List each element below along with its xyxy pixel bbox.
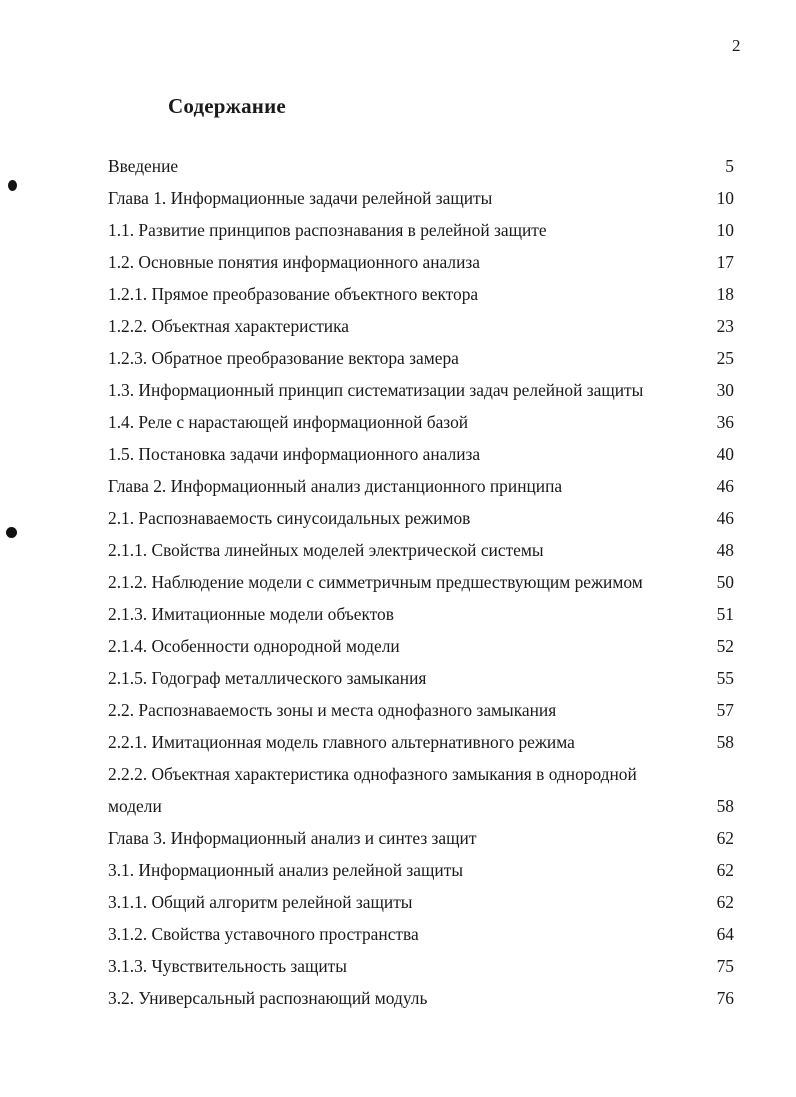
toc-entry (108, 406, 734, 438)
toc-entry (108, 182, 734, 214)
toc-entry-text: 1.1. Развитие принципов распознавания в релейной защите (108, 220, 547, 240)
toc-entry (108, 438, 734, 470)
toc-entry-page: 62 (716, 892, 734, 912)
toc-entry-page: 40 (716, 444, 734, 464)
page-title: Содержание (168, 94, 286, 118)
toc-entry-text: 1.2.2. Объектная характеристика (108, 316, 350, 336)
toc-entry-text: 2.1.3. Имитационные модели объектов (108, 604, 394, 624)
toc-entry-page: 57 (716, 700, 734, 720)
toc-entry-text: 3.1.3. Чувствительность защиты (108, 956, 347, 976)
toc-entry-page: 5 (725, 156, 734, 176)
toc-entry-page: 46 (716, 508, 734, 528)
toc-entry (108, 982, 734, 1014)
toc-entry-page: 30 (716, 380, 734, 400)
toc-entry-page: 17 (716, 252, 734, 272)
toc-entry-page: 48 (716, 540, 734, 560)
toc-entry-text: 2.2.2. Объектная характеристика однофазного замыкания в однородной (108, 764, 637, 784)
toc-entry-page: 58 (716, 732, 734, 752)
toc-entry (108, 214, 734, 246)
toc-entry-page: 52 (716, 636, 734, 656)
toc-entry-text: 3.1.2. Свойства уставочного пространства (108, 924, 419, 944)
scan-speck (8, 180, 17, 191)
toc-entry-text: 1.2.3. Обратное преобразование вектора замера (108, 348, 459, 368)
toc-entry (108, 950, 734, 982)
scan-speck (6, 527, 17, 538)
toc-entry-text-continued: модели (108, 796, 162, 816)
toc-entry-text: 3.2. Универсальный распознающий модуль (108, 988, 428, 1008)
toc-entry (108, 534, 734, 566)
toc-entry (108, 630, 734, 662)
toc-entry-text: Глава 3. Информационный анализ и синтез защит (108, 828, 477, 848)
toc-entry-page: 55 (716, 668, 734, 688)
toc-entry-page: 50 (716, 572, 734, 592)
toc-entry-text: 1.2. Основные понятия информационного анализа (108, 252, 480, 272)
toc-entry (108, 886, 734, 918)
toc-entry-page: 18 (716, 284, 734, 304)
toc-entry (108, 470, 734, 502)
toc-entry-text: 2.2.1. Имитационная модель главного альтернативного режима (108, 732, 575, 752)
toc-entry (108, 598, 734, 630)
toc-entry-text: 2.1. Распознаваемость синусоидальных режимов (108, 508, 471, 528)
toc-entry (108, 502, 734, 534)
toc-entry-text: 3.1. Информационный анализ релейной защиты (108, 860, 464, 880)
toc-entry-text: 2.2. Распознаваемость зоны и места однофазного замыкания (108, 700, 557, 720)
toc-entry (108, 310, 734, 342)
toc-entry-page: 10 (716, 220, 734, 240)
toc-entry-page: 58 (716, 796, 734, 816)
toc-entry-text: 3.1.1. Общий алгоритм релейной защиты (108, 892, 413, 912)
page-number: 2 (732, 36, 741, 55)
toc-entry-text: Глава 2. Информационный анализ дистанционного принципа (108, 476, 563, 496)
toc-entry (108, 278, 734, 310)
toc-entry-page: 64 (716, 924, 734, 944)
toc-entry-page: 10 (716, 188, 734, 208)
toc-entry-page: 46 (716, 476, 734, 496)
toc-entry-page: 75 (716, 956, 734, 976)
toc-entry-text: 2.1.5. Годограф металлического замыкания (108, 668, 427, 688)
toc-entry-page: 23 (716, 316, 734, 336)
toc-entry (108, 150, 734, 182)
toc-entry (108, 246, 734, 278)
toc-entry-text: 2.1.4. Особенности однородной модели (108, 636, 400, 656)
toc-entry (108, 694, 734, 726)
toc-entry-text: 1.5. Постановка задачи информационного анализа (108, 444, 481, 464)
toc-entry (108, 342, 734, 374)
toc-entry-text: 2.1.1. Свойства линейных моделей электрической системы (108, 540, 544, 560)
toc-entry-text: 2.1.2. Наблюдение модели с симметричным предшествующим режимом (108, 572, 643, 592)
toc-entry-page: 36 (716, 412, 734, 432)
toc-entry-text: 1.4. Реле с нарастающей информационной базой (108, 412, 469, 432)
toc-entry-text: Глава 1. Информационные задачи релейной защиты (108, 188, 493, 208)
toc-entry (108, 662, 734, 694)
toc-entry-page: 25 (716, 348, 734, 368)
toc-entry (108, 918, 734, 950)
toc-entry (108, 822, 734, 854)
toc-entry-text: 1.3. Информационный принцип систематизации задач релейной защиты (108, 380, 644, 400)
toc-entry-page: 62 (716, 860, 734, 880)
toc-entry (108, 854, 734, 886)
toc-entry-page: 62 (716, 828, 734, 848)
toc-entry (108, 726, 734, 758)
toc-entry-text: Введение (108, 156, 179, 176)
toc-entry (108, 566, 734, 598)
toc-entry-page: 76 (716, 988, 734, 1008)
toc-entry (108, 374, 734, 406)
toc-entry-page: 51 (716, 604, 734, 624)
table-of-contents (108, 150, 734, 1014)
toc-entry (108, 758, 734, 822)
toc-entry-text: 1.2.1. Прямое преобразование объектного вектора (108, 284, 479, 304)
